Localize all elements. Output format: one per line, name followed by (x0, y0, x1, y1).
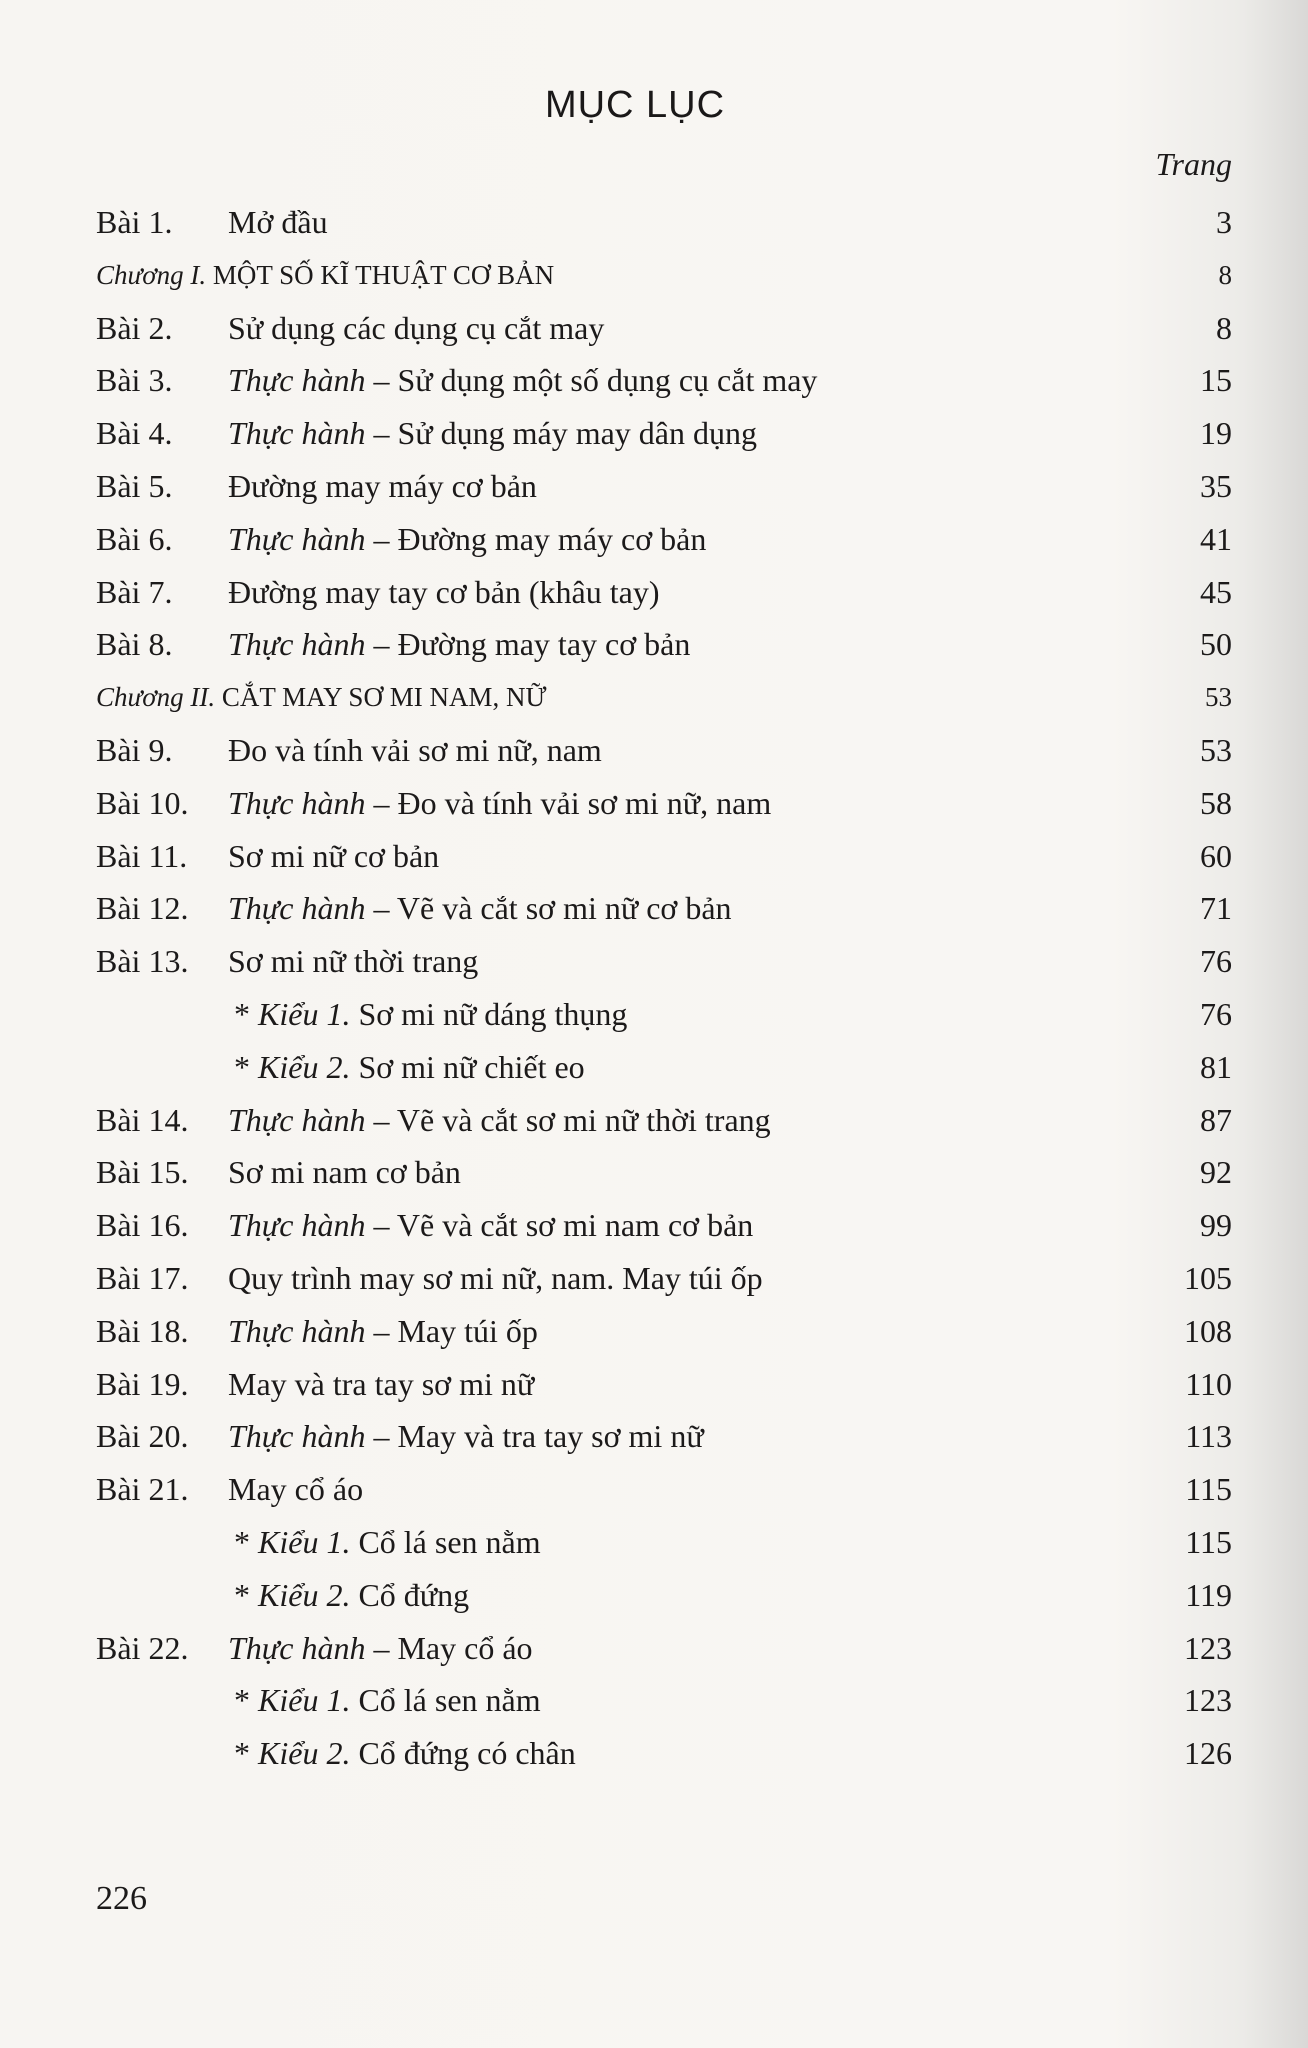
toc-practice-label: Thực hành (228, 362, 366, 399)
toc-lesson-number: Bài 2. (96, 309, 173, 346)
toc-practice-label: Thực hành (228, 415, 366, 452)
toc-lesson-row (96, 1199, 1232, 1252)
toc-entry-text: Đo và tính vải sơ mi nữ, nam (228, 731, 602, 768)
toc-lesson-number: Bài 14. (96, 1101, 189, 1138)
toc-lesson-number: Bài 6. (96, 520, 173, 557)
toc-lesson-number: Bài 19. (96, 1365, 189, 1402)
toc-page-number: 115 (1185, 1523, 1232, 1560)
toc-page-number: 53 (1205, 682, 1232, 713)
toc-lesson-row (96, 407, 1232, 460)
toc-entry-title (228, 407, 757, 460)
toc-entry-title (228, 302, 604, 355)
toc-entry-text: Đường may máy cơ bản (228, 467, 537, 504)
toc-entry-title (234, 1674, 541, 1727)
toc-entry-text: Sơ mi nữ thời trang (228, 943, 479, 980)
toc-practice-label: Thực hành (228, 626, 366, 663)
toc-chapter-row (96, 671, 1232, 724)
toc-page-number: 3 (1216, 204, 1232, 240)
toc-lesson-row (96, 196, 1232, 249)
table-of-contents (96, 196, 1232, 1780)
toc-entry-title (228, 830, 439, 883)
toc-lesson-number: Bài 17. (96, 1259, 189, 1296)
toc-page-number: 123 (1184, 1629, 1232, 1666)
toc-entry-text: Mở đầu (228, 204, 328, 240)
toc-entry-title (234, 1727, 576, 1780)
toc-page-number: 8 (1216, 309, 1232, 346)
toc-lesson-number: Bài 21. (96, 1471, 189, 1508)
toc-page-number: 15 (1200, 362, 1232, 399)
toc-practice-label: Thực hành (228, 1418, 366, 1455)
toc-variant-label: Kiểu 1. (258, 1523, 351, 1560)
toc-entry-text: Sơ mi nữ cơ bản (228, 837, 440, 874)
toc-entry-text: Sử dụng các dụng cụ cắt may (228, 309, 605, 346)
toc-page-number: 71 (1200, 890, 1232, 927)
toc-lesson-row (96, 830, 1232, 883)
toc-lesson-row (96, 566, 1232, 619)
toc-lesson-row (96, 1410, 1232, 1463)
toc-page-number: 81 (1200, 1048, 1232, 1085)
page-title: MỤC LỤC (544, 84, 726, 126)
toc-lesson-row (96, 1622, 1232, 1675)
toc-chapter-label: Chương I. (96, 259, 207, 290)
toc-entry-title (228, 1463, 363, 1516)
toc-lesson-number: Bài 16. (96, 1207, 189, 1244)
toc-practice-label: Thực hành (228, 1629, 366, 1666)
toc-page-number: 92 (1200, 1154, 1232, 1191)
toc-bullet: * (234, 995, 258, 1032)
toc-lesson-number: Bài 20. (96, 1418, 189, 1455)
toc-entry-text: – May cổ áo (365, 1629, 533, 1666)
toc-entry-title (234, 988, 627, 1041)
toc-lesson-number: Bài 22. (96, 1629, 189, 1666)
toc-page-number: 115 (1185, 1471, 1232, 1508)
toc-entry-text: May và tra tay sơ mi nữ (228, 1365, 535, 1402)
toc-entry-title (228, 566, 660, 619)
toc-lesson-row (96, 1252, 1232, 1305)
toc-lesson-number: Bài 18. (96, 1312, 189, 1349)
toc-entry-title (228, 724, 602, 777)
toc-lesson-row (96, 1358, 1232, 1411)
toc-entry-title (228, 1094, 771, 1147)
toc-lesson-row (96, 618, 1232, 671)
toc-lesson-number: Bài 10. (96, 784, 189, 821)
toc-entry-title (228, 513, 706, 566)
toc-entry-text: – Sử dụng một số dụng cụ cắt may (365, 362, 818, 399)
toc-entry-title (228, 777, 771, 830)
toc-entry-title (228, 935, 478, 988)
toc-bullet: * (234, 1682, 258, 1719)
toc-entry-text: – Vẽ và cắt sơ mi nữ cơ bản (365, 890, 732, 927)
toc-subentry-row (96, 1516, 1232, 1569)
toc-lesson-number: Bài 8. (96, 626, 173, 663)
toc-page-number: 50 (1200, 626, 1232, 663)
toc-bullet: * (234, 1735, 258, 1772)
toc-entry-text: – May và tra tay sơ mi nữ (365, 1418, 704, 1455)
toc-entry-text: – Sử dụng máy may dân dụng (365, 415, 757, 452)
toc-chapter-title: MỘT SỐ KĨ THUẬT CƠ BẢN (212, 259, 555, 290)
toc-subentry-row (96, 1569, 1232, 1622)
toc-lesson-row (96, 1094, 1232, 1147)
toc-entry-text: Sơ mi nữ chiết eo (350, 1048, 585, 1085)
toc-page-number: 53 (1200, 731, 1232, 768)
toc-subentry-row (96, 1727, 1232, 1780)
toc-entry-text: Sơ mi nữ dáng thụng (350, 995, 628, 1032)
toc-subentry-row (96, 1041, 1232, 1094)
toc-page-number: 45 (1200, 573, 1232, 610)
toc-page-number: 76 (1200, 943, 1232, 980)
page-number: 226 (96, 1880, 147, 1917)
toc-entry-title (234, 1516, 541, 1569)
toc-entry-text: – Đường may tay cơ bản (365, 626, 691, 663)
toc-lesson-number: Bài 5. (96, 467, 173, 504)
toc-lesson-row (96, 354, 1232, 407)
toc-entry-text: Sơ mi nam cơ bản (228, 1154, 461, 1191)
toc-practice-label: Thực hành (228, 890, 366, 927)
toc-page-number: 35 (1200, 467, 1232, 504)
toc-entry-title (228, 1305, 538, 1358)
toc-lesson-number: Bài 9. (96, 731, 173, 768)
toc-entry-text: Đường may tay cơ bản (khâu tay) (228, 573, 660, 610)
toc-entry-text: Cổ lá sen nằm (350, 1682, 541, 1719)
toc-practice-label: Thực hành (228, 1312, 366, 1349)
toc-chapter-row (96, 249, 1232, 302)
toc-lesson-number: Bài 12. (96, 890, 189, 927)
toc-practice-label: Thực hành (228, 784, 366, 821)
toc-lesson-number: Bài 13. (96, 943, 189, 980)
toc-lesson-row (96, 882, 1232, 935)
toc-page-number: 110 (1185, 1365, 1232, 1402)
toc-page-number: 99 (1200, 1207, 1232, 1244)
toc-page-number: 8 (1218, 259, 1232, 290)
toc-entry-text: – May túi ốp (365, 1312, 538, 1349)
toc-entry-title (96, 671, 546, 724)
page-column-label: Trang (1155, 146, 1232, 182)
toc-variant-label: Kiểu 2. (258, 1735, 351, 1772)
toc-variant-label: Kiểu 1. (258, 995, 351, 1032)
toc-lesson-row (96, 1463, 1232, 1516)
toc-chapter-title: CẮT MAY SƠ MI NAM, NỮ (221, 682, 547, 713)
toc-lesson-row (96, 302, 1232, 355)
toc-lesson-row (96, 935, 1232, 988)
toc-entry-title (228, 1358, 534, 1411)
toc-lesson-number: Bài 11. (96, 837, 188, 874)
toc-page-number: 76 (1200, 995, 1232, 1032)
toc-page-number: 123 (1184, 1682, 1232, 1719)
toc-entry-text: – Đường may máy cơ bản (365, 520, 707, 557)
toc-lesson-number: Bài 1. (96, 204, 173, 240)
toc-entry-text: – Vẽ và cắt sơ mi nữ thời trang (365, 1101, 771, 1138)
toc-lesson-row (96, 1305, 1232, 1358)
toc-subentry-row (96, 988, 1232, 1041)
toc-entry-title (234, 1041, 585, 1094)
toc-lesson-number: Bài 4. (96, 415, 173, 452)
toc-entry-title (228, 354, 817, 407)
toc-entry-title (228, 1622, 533, 1675)
toc-lesson-row (96, 724, 1232, 777)
toc-entry-text: Cổ đứng (350, 1576, 470, 1613)
toc-bullet: * (234, 1048, 258, 1085)
toc-lesson-row (96, 460, 1232, 513)
toc-page-number: 41 (1200, 520, 1232, 557)
toc-page-number: 108 (1184, 1312, 1232, 1349)
toc-entry-title (228, 1410, 704, 1463)
toc-practice-label: Thực hành (228, 520, 366, 557)
toc-entry-text: – Vẽ và cắt sơ mi nam cơ bản (365, 1207, 754, 1244)
toc-practice-label: Thực hành (228, 1207, 366, 1244)
toc-entry-text: May cổ áo (228, 1471, 364, 1508)
toc-page-number: 113 (1185, 1418, 1232, 1455)
toc-page-number: 58 (1200, 784, 1232, 821)
toc-entry-text: Cổ đứng có chân (350, 1735, 576, 1772)
toc-entry-title (228, 1199, 753, 1252)
toc-entry-title (228, 882, 732, 935)
toc-variant-label: Kiểu 1. (258, 1682, 351, 1719)
toc-entry-title (96, 249, 554, 302)
toc-entry-title (228, 1146, 461, 1199)
toc-lesson-number: Bài 15. (96, 1154, 189, 1191)
toc-lesson-row (96, 513, 1232, 566)
toc-variant-label: Kiểu 2. (258, 1576, 351, 1613)
toc-entry-title (228, 196, 328, 249)
toc-lesson-row (96, 1146, 1232, 1199)
toc-lesson-number: Bài 7. (96, 573, 173, 610)
toc-bullet: * (234, 1576, 258, 1613)
toc-chapter-label: Chương II. (96, 682, 216, 713)
toc-page-number: 119 (1185, 1576, 1232, 1613)
toc-entry-title (234, 1569, 469, 1622)
toc-lesson-row (96, 777, 1232, 830)
toc-lesson-number: Bài 3. (96, 362, 173, 399)
toc-subentry-row (96, 1674, 1232, 1727)
toc-entry-title (228, 618, 690, 671)
toc-variant-label: Kiểu 2. (258, 1048, 351, 1085)
toc-page-number: 19 (1200, 415, 1232, 452)
toc-practice-label: Thực hành (228, 1101, 366, 1138)
toc-page-number: 126 (1184, 1735, 1232, 1772)
toc-page-number: 87 (1200, 1101, 1232, 1138)
toc-entry-text: – Đo và tính vải sơ mi nữ, nam (365, 784, 772, 821)
toc-entry-title (228, 460, 537, 513)
toc-entry-text: Quy trình may sơ mi nữ, nam. May túi ốp (228, 1259, 763, 1296)
toc-bullet: * (234, 1523, 258, 1560)
toc-page-number: 60 (1200, 837, 1232, 874)
toc-page-number: 105 (1184, 1259, 1232, 1296)
toc-entry-title (228, 1252, 763, 1305)
toc-entry-text: Cổ lá sen nằm (350, 1523, 541, 1560)
